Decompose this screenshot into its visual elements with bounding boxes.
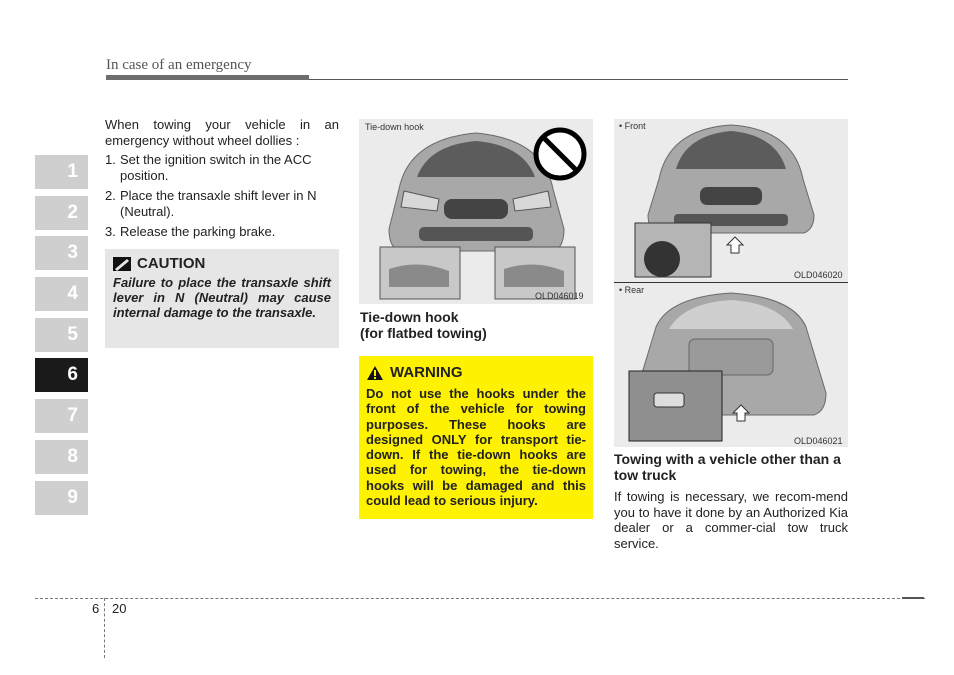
chapter-tab-7[interactable]: 7	[35, 399, 88, 433]
car-front-illustration	[359, 119, 593, 304]
chapter-tab-6[interactable]: 6	[35, 358, 88, 392]
chapter-tab-4[interactable]: 4	[35, 277, 88, 311]
column-1	[105, 117, 339, 244]
header-accent-bar	[106, 75, 309, 80]
warning-title: WARNING	[390, 364, 463, 381]
page-chapter-number: 6	[92, 601, 100, 616]
figure-label: • Rear	[619, 285, 645, 295]
caution-text: Failure to place the transaxle shift lever in N (Neutral) may cause internal damage to the transaxle.	[113, 275, 331, 320]
figure-label: Tie-down hook	[365, 122, 424, 132]
towing-steps	[105, 152, 339, 240]
figure-code: OLD046020	[794, 270, 843, 280]
step-text: Release the parking brake.	[120, 224, 276, 239]
chapter-tab-1[interactable]: 1	[35, 155, 88, 189]
footer-rule	[35, 598, 925, 599]
caution-box	[105, 249, 339, 348]
page-number: 20	[112, 601, 127, 616]
caution-icon	[113, 257, 131, 271]
towing-heading: Towing with a vehicle other than a tow truck	[614, 451, 841, 483]
step-number: 3.	[105, 224, 116, 239]
chapter-tab-9[interactable]: 9	[35, 481, 88, 515]
figure-tie-down-hook	[359, 119, 593, 304]
footer-tick	[902, 597, 924, 599]
car-rear-tow-illustration	[614, 283, 848, 447]
car-front-tow-illustration	[614, 119, 848, 282]
towing-body: If towing is necessary, we recom-mend you to have it done by an Authorized Kia dealer or a commer-cial tow truck service.	[614, 489, 848, 551]
step-text: Place the transaxle shift lever in N (Neutral).	[120, 188, 317, 219]
chapter-tab-8[interactable]: 8	[35, 440, 88, 474]
caption-line-2: (for flatbed towing)	[360, 325, 487, 341]
figure-code: OLD046019	[535, 291, 584, 301]
step-number: 1.	[105, 152, 116, 167]
step-number: 2.	[105, 188, 116, 203]
footer-divider	[104, 598, 105, 658]
warning-text: Do not use the hooks under the front of the vehicle for towing purposes. These hooks are designed ONLY for transport tie-down. If the tie-down hooks are used for towing, the tie-down hooks will be damaged and this could lead to serious injury.	[366, 386, 586, 509]
caution-title: CAUTION	[137, 255, 206, 272]
figure-front	[614, 119, 848, 282]
warning-box	[359, 356, 593, 519]
warning-icon	[366, 365, 384, 381]
figure-code: OLD046021	[794, 436, 843, 446]
intro-text: When towing your vehicle in an emergency without wheel dollies :	[105, 117, 339, 148]
list-item	[105, 224, 339, 240]
chapter-tabs	[35, 155, 88, 521]
chapter-tab-2[interactable]: 2	[35, 196, 88, 230]
figure-rear	[614, 283, 848, 447]
list-item	[105, 152, 339, 184]
list-item	[105, 188, 339, 220]
figure-label: • Front	[619, 121, 646, 131]
caption-line-1: Tie-down hook	[360, 309, 459, 325]
step-text: Set the ignition switch in the ACC position.	[120, 152, 312, 183]
chapter-tab-5[interactable]: 5	[35, 318, 88, 352]
figure-caption	[360, 309, 487, 341]
section-title: In case of an emergency	[106, 57, 252, 73]
chapter-tab-3[interactable]: 3	[35, 236, 88, 270]
